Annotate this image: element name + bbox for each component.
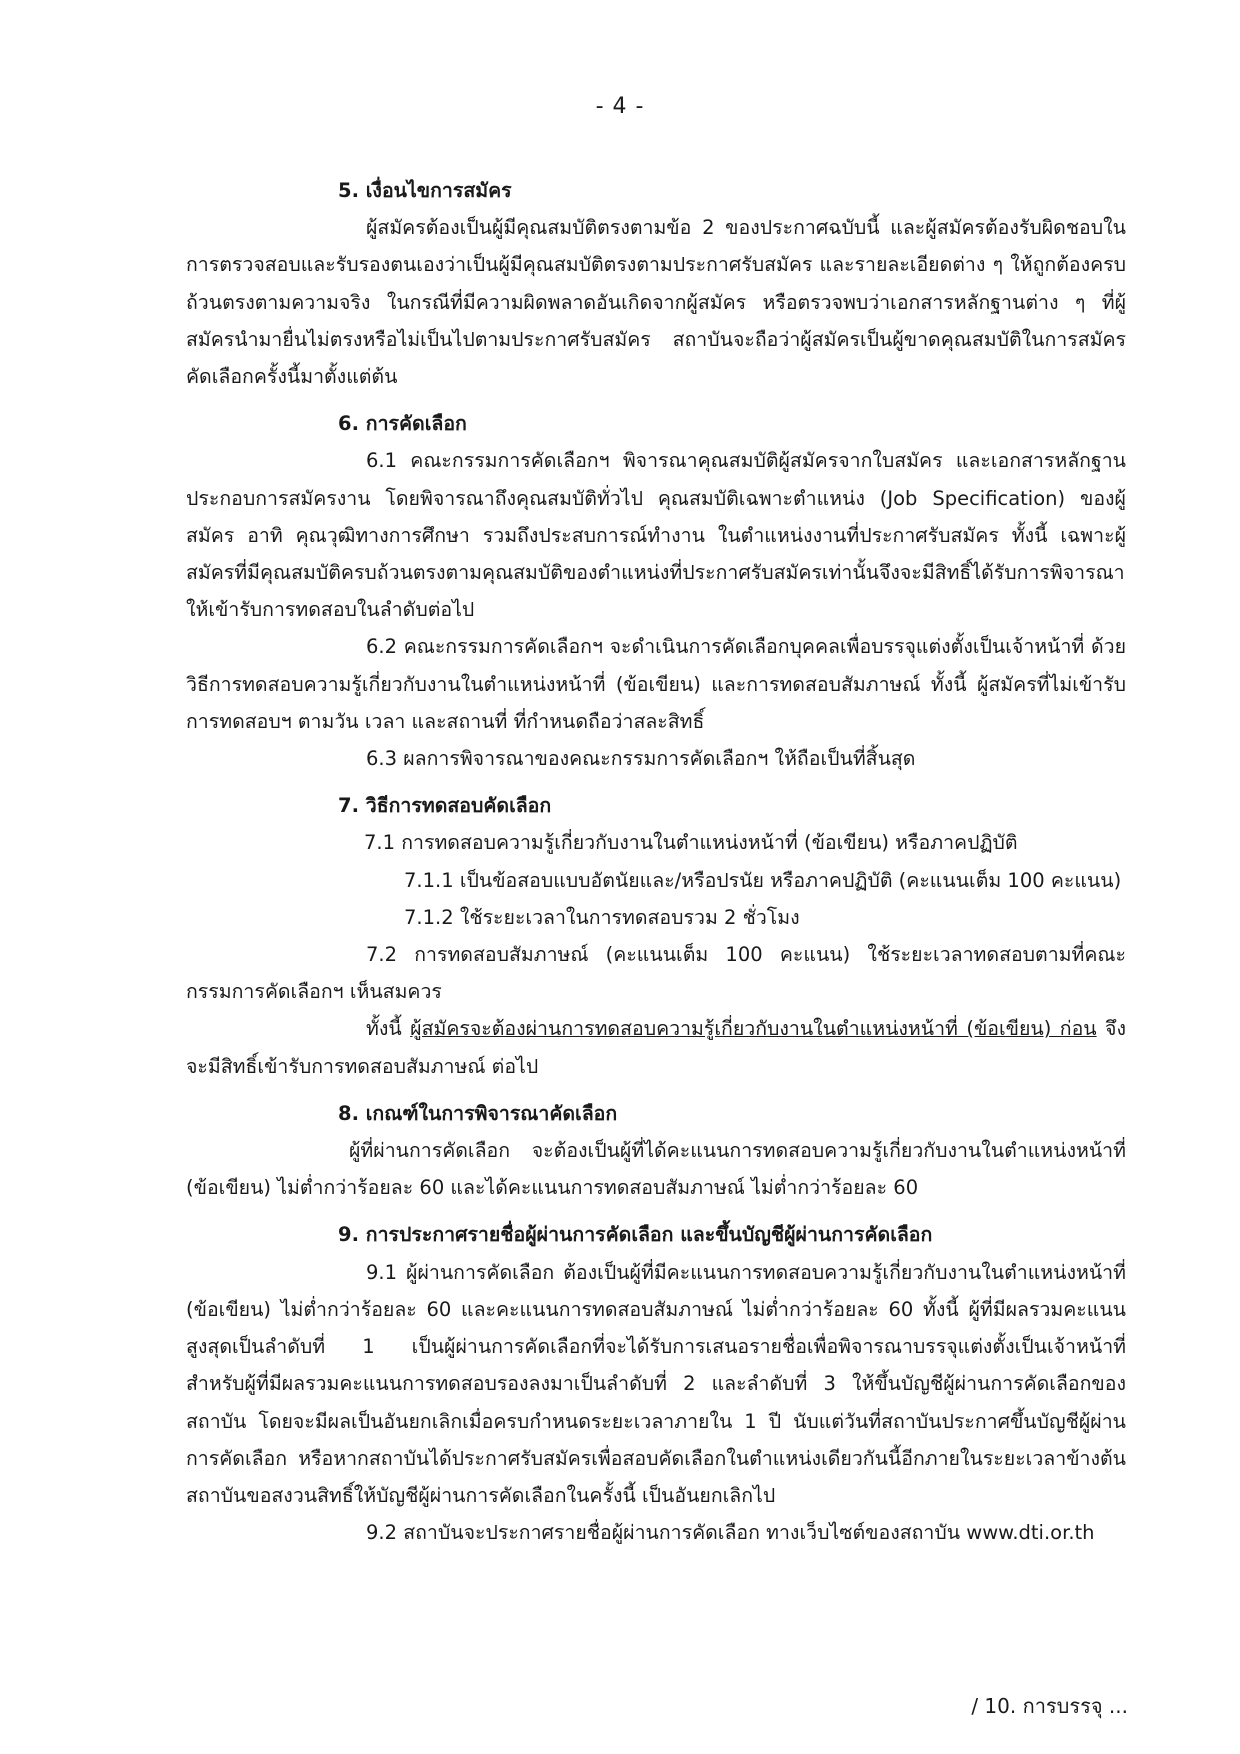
section-7-note (186, 1010, 1126, 1084)
section-8-body: ผู้ที่ผ่านการคัดเลือก จะต้องเป็นผู้ที่ได้คะแนนการทดสอบความรู้เกี่ยวกับงานในตำแหน่งหน้าที่ (ข้อเขียน) ไม่ต่ำกว่าร้อยละ 60 และได้คะแนนการทดสอบสัมภาษณ์ ไม่ต่ำกว่าร้อยละ 60 (186, 1139, 1126, 1200)
section-7-note-underlined: ผู้สมัครจะต้องผ่านการทดสอบความรู้เกี่ยวกับงานในตำแหน่งหน้าที่ (ข้อเขียน) ก่อน (410, 1017, 1097, 1041)
section-7-1-1: 7.1.1 เป็นข้อสอบแบบอัตนัยและ/หรือปรนัย หรือภาคปฏิบัติ (คะแนนเต็ม 100 คะแนน) (404, 868, 1122, 892)
section-8-heading: 8. เกณฑ์ในการพิจารณาคัดเลือก (338, 1101, 618, 1125)
section-7-2: 7.2 การทดสอบสัมภาษณ์ (คะแนนเต็ม 100 คะแนน) ใช้ระยะเวลาทดสอบตามที่คณะกรรมการคัดเลือกฯ เห็นสมควร (186, 943, 1126, 1004)
section-7-1-2: 7.1.2 ใช้ระยะเวลาในการทดสอบรวม 2 ชั่วโมง (404, 905, 800, 929)
section-7-heading: 7. วิธีการทดสอบคัดเลือก (338, 794, 552, 818)
continuation-footer: / 10. การบรรจุ ... (971, 1694, 1128, 1718)
section-9-heading: 9. การประกาศรายชื่อผู้ผ่านการคัดเลือก และขึ้นบัญชีผู้ผ่านการคัดเลือก (338, 1223, 933, 1247)
section-5-heading: 5. เงื่อนไขการสมัคร (338, 179, 512, 202)
section-7-note-prefix: ทั้งนี้ (366, 1017, 411, 1041)
section-9-2: 9.2 สถาบันจะประกาศรายชื่อผู้ผ่านการคัดเลือก ทางเว็บไซต์ของสถาบัน www.dti.or.th (366, 1521, 1095, 1545)
section-6-heading: 6. การคัดเลือก (338, 412, 467, 436)
document-body (186, 172, 1126, 1551)
section-6-2: 6.2 คณะกรรมการคัดเลือกฯ จะดำเนินการคัดเลือกบุคคลเพื่อบรรจุแต่งตั้งเป็นเจ้าหน้าที่ ด้วยวิธีการทดสอบความรู้เกี่ยวกับงานในตำแหน่งหน้าที่ (ข้อเขียน) และการทดสอบสัมภาษณ์ ทั้งนี้ ผู้สมัครที่ไม่เข้ารับการทดสอบฯ ตามวัน เวลา และสถานที่ ที่กำหนดถือว่าสละสิทธิ์ (186, 635, 1126, 733)
section-6-1: 6.1 คณะกรรมการคัดเลือกฯ พิจารณาคุณสมบัติผู้สมัครจากใบสมัคร และเอกสารหลักฐานประกอบการสมัครงาน โดยพิจารณาถึงคุณสมบัติทั่วไป คุณสมบัติเฉพาะตำแหน่ง (Job Specification) ของผู้สมัคร อาทิ คุณวุฒิทางการศึกษา รวมถึงประสบการณ์ทำงาน ในตำแหน่งงานที่ประกาศรับสมัคร ทั้งนี้ เฉพาะผู้สมัครที่มีคุณสมบัติครบถ้วนตรงตามคุณสมบัติของตำแหน่งที่ประกาศรับสมัครเท่านั้นจึงจะมีสิทธิ์ได้รับการพิจารณาให้เข้ารับการทดสอบในลำดับต่อไป (186, 449, 1126, 622)
section-9-1: 9.1 ผู้ผ่านการคัดเลือก ต้องเป็นผู้ที่มีคะแนนการทดสอบความรู้เกี่ยวกับงานในตำแหน่งหน้าที่ (ข้อเขียน) ไม่ต่ำกว่าร้อยละ 60 และคะแนนการทดสอบสัมภาษณ์ ไม่ต่ำกว่าร้อยละ 60 ทั้งนี้ ผู้ที่มีผลรวมคะแนนสูงสุดเป็นลำดับที่ 1 เป็นผู้ผ่านการคัดเลือกที่จะได้รับการเสนอรายชื่อเพื่อพิจารณาบรรจุแต่งตั้งเป็นเจ้าหน้าที่ สำหรับผู้ที่มีผลรวมคะแนนการทดสอบรองลงมาเป็นลำดับที่ 2 และลำดับที่ 3 ให้ขึ้นบัญชีผู้ผ่านการคัดเลือกของสถาบัน โดยจะมีผลเป็นอันยกเลิกเมื่อครบกำหนดระยะเวลาภายใน 1 ปี นับแต่วันที่สถาบันประกาศขึ้นบัญชีผู้ผ่านการคัดเลือก หรือหากสถาบันได้ประกาศรับสมัครเพื่อสอบคัดเลือกในตำแหน่งเดียวกันนี้อีกภายในระยะเวลาข้างต้น สถาบันขอสงวนสิทธิ์ให้บัญชีผู้ผ่านการคัดเลือกในครั้งนี้ เป็นอันยกเลิกไป (186, 1260, 1126, 1507)
page-number: - 4 - (595, 94, 645, 119)
section-6-3: 6.3 ผลการพิจารณาของคณะกรรมการคัดเลือกฯ ให้ถือเป็นที่สิ้นสุด (366, 747, 916, 771)
section-7-note-suffix: จึงจะมีสิทธิ์เข้ารับการทดสอบสัมภาษณ์ ต่อไป (186, 1017, 1126, 1078)
section-7-1: 7.1 การทดสอบความรู้เกี่ยวกับงานในตำแหน่งหน้าที่ (ข้อเขียน) หรือภาคปฏิบัติ (364, 831, 1018, 855)
section-5-body: ผู้สมัครต้องเป็นผู้มีคุณสมบัติตรงตามข้อ 2 ของประกาศฉบับนี้ และผู้สมัครต้องรับผิดชอบในการตรวจสอบและรับรองตนเองว่าเป็นผู้มีคุณสมบัติตรงตามประกาศรับสมัคร และรายละเอียดต่าง ๆ ให้ถูกต้องครบถ้วนตรงตามความจริง ในกรณีที่มีความผิดพลาดอันเกิดจากผู้สมัคร หรือตรวจพบว่าเอกสารหลักฐานต่าง ๆ ที่ผู้สมัครนำมายื่นไม่ตรงหรือไม่เป็นไปตามประกาศรับสมัคร สถาบันจะถือว่าผู้สมัครเป็นผู้ขาดคุณสมบัติในการสมัครคัดเลือกครั้งนี้มาตั้งแต่ต้น (186, 216, 1126, 389)
